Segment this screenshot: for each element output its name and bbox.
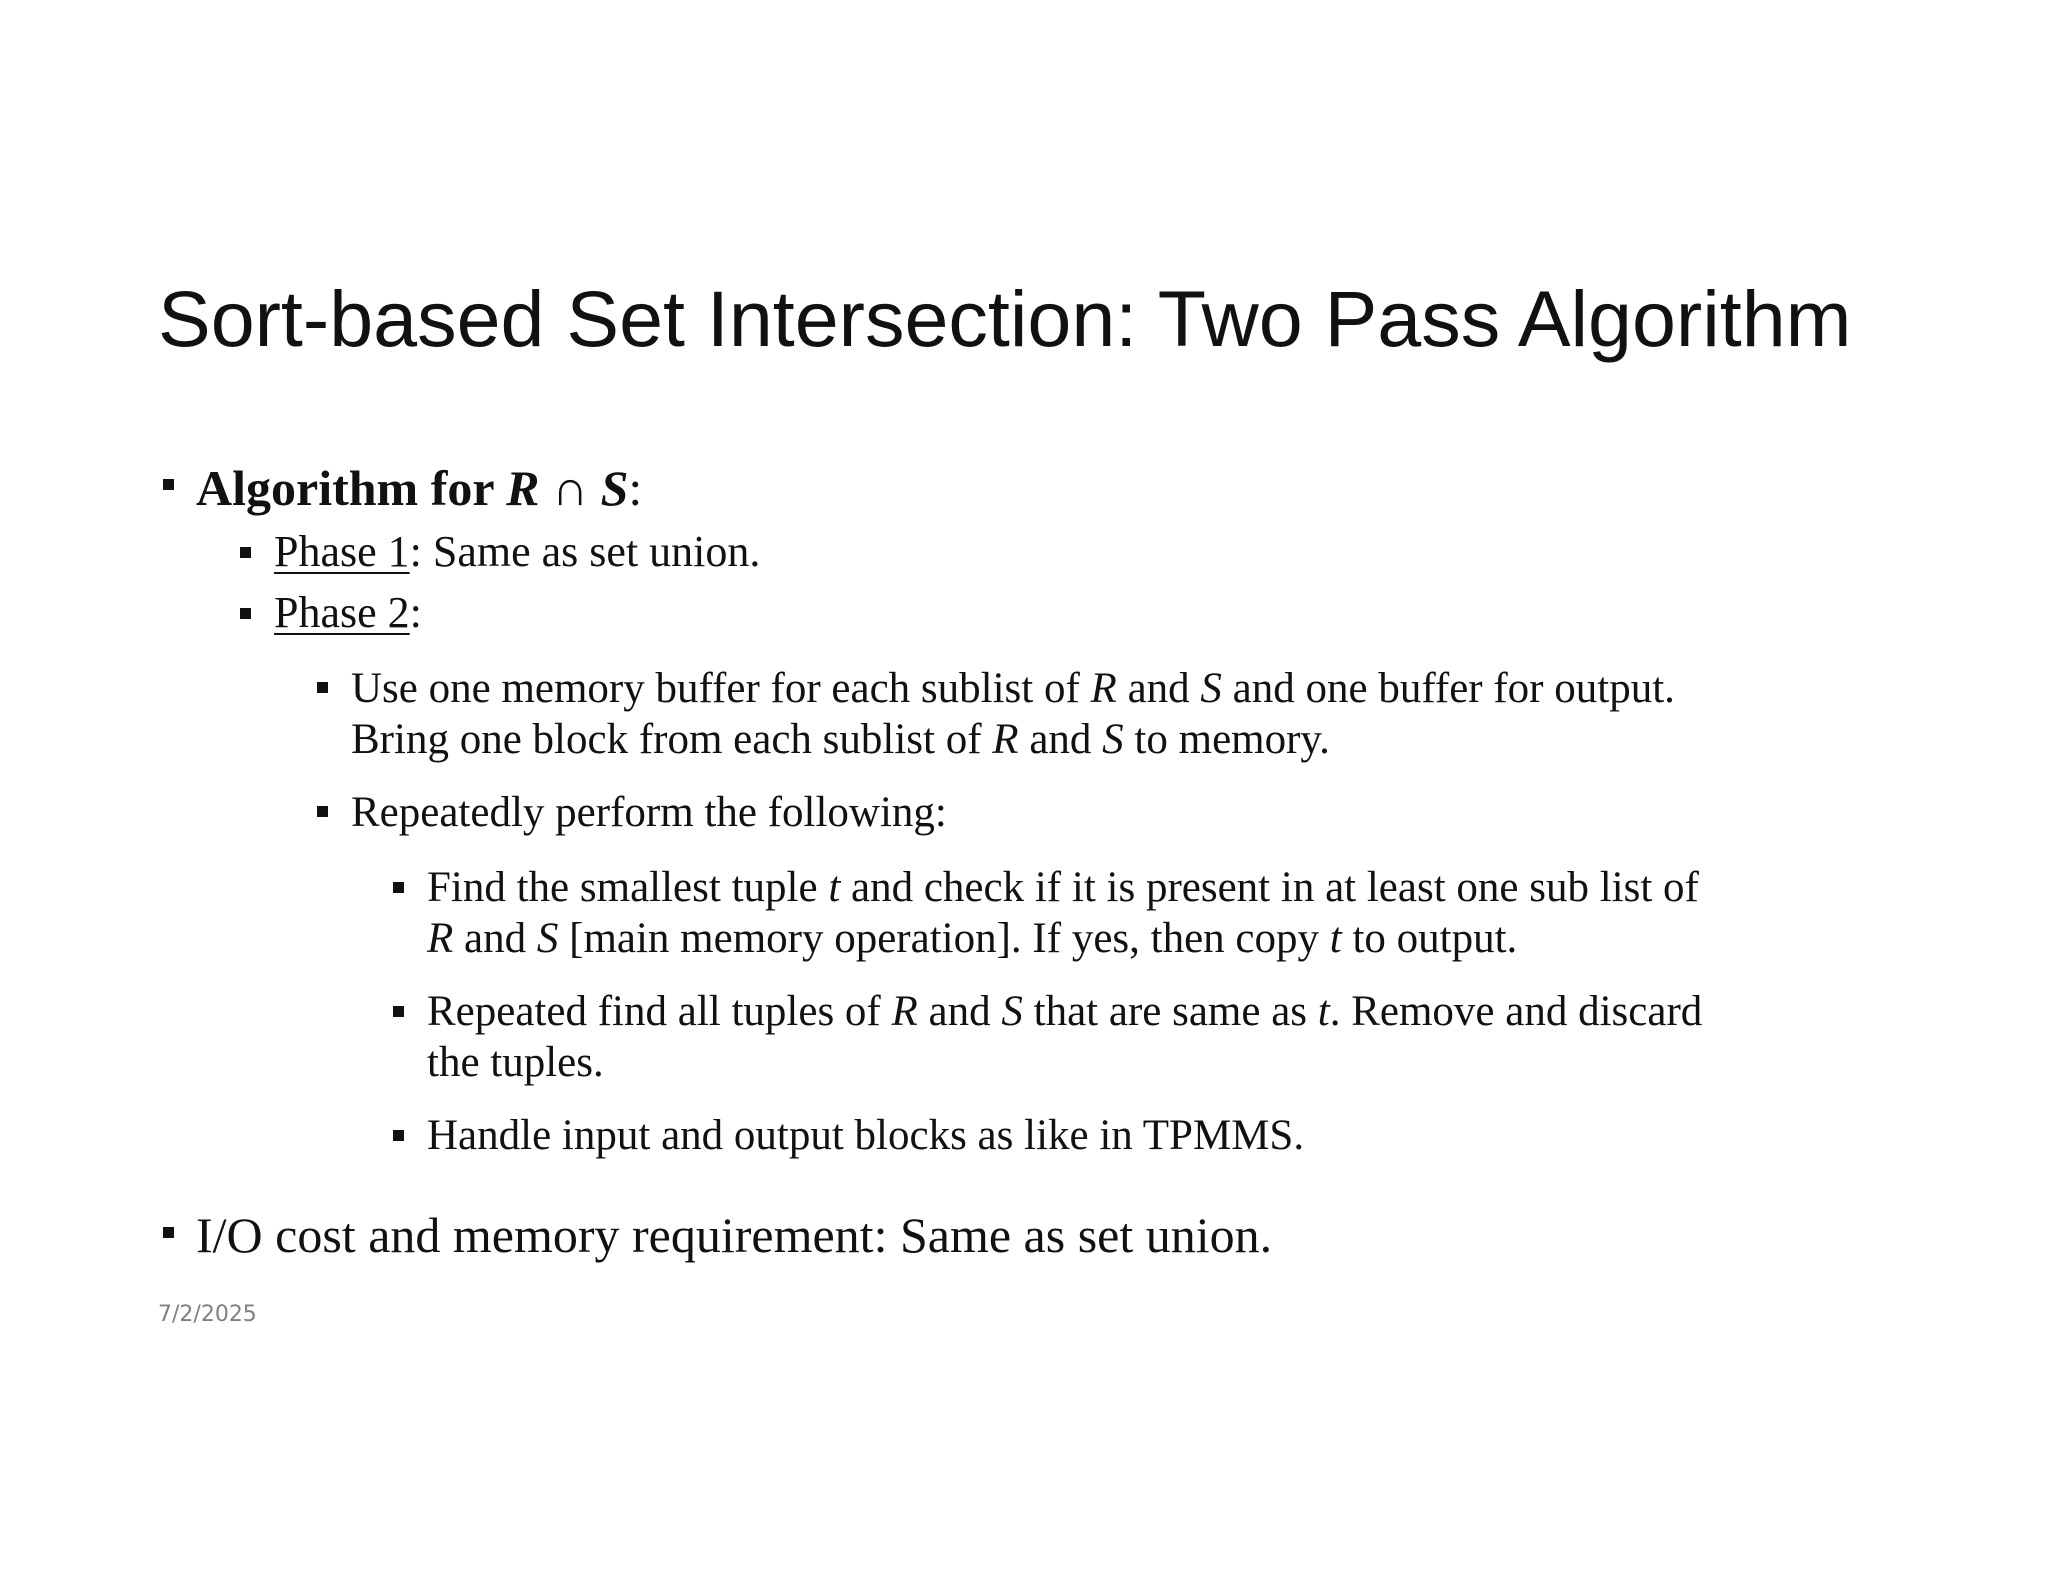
buffer-line-text: and [1018,716,1103,763]
phase-2-bullet [274,588,422,637]
buffer-line-text: Use one memory buffer for each sublist of [351,665,1091,712]
buffer-line-text: and [1116,665,1201,712]
tuple-t: t [828,864,841,911]
remove-line-text: that are same as [1022,988,1318,1035]
relation-s: S [1102,716,1124,763]
find-step-line-1 [427,862,1699,913]
algorithm-heading-label: Algorithm for [196,460,507,516]
repeat-step: Repeatedly perform the following: [351,789,947,836]
bullet-square-icon [163,479,174,490]
relation-s: S [600,460,629,516]
slide-date: 7/2/2025 [158,1302,257,1327]
buffer-line-text: to memory. [1123,716,1330,763]
remove-line-text: and [917,988,1002,1035]
find-smallest-step [427,862,1699,964]
algorithm-heading [196,460,643,516]
remove-duplicates-step [427,986,1702,1088]
bullet-square-icon [240,608,251,619]
find-line-text: and check if it is present in at least one sub list of [840,864,1699,911]
intersection-symbol: ∩ [539,460,601,516]
relation-s: S [1200,665,1222,712]
bullet-square-icon [393,1006,404,1017]
bullet-square-icon [317,806,328,817]
io-cost-bullet: I/O cost and memory requirement: Same as set union. [196,1207,1273,1263]
bullet-square-icon [240,547,251,558]
bullet-square-icon [393,882,404,893]
relation-s: S [1001,988,1023,1035]
find-line-text: Find the smallest tuple [427,864,829,911]
tuple-t: t [1329,915,1342,962]
phase-2-label: Phase 2 [274,588,410,637]
phase-1-label: Phase 1 [274,527,410,576]
heading-colon: : [628,460,643,516]
relation-r: R [891,988,918,1035]
remove-line-text: . Remove and discard [1329,988,1703,1035]
buffer-step-line-1 [351,663,1675,714]
slide-title: Sort-based Set Intersection: Two Pass Algorithm [158,274,1852,363]
phase-1-bullet [274,527,761,576]
buffer-step-line-2 [351,714,1675,765]
buffer-step [351,663,1675,765]
phase-1-text: : Same as set union. [409,527,761,576]
relation-r: R [992,716,1019,763]
bullet-square-icon [317,682,328,693]
buffer-line-text: and one buffer for output. [1221,665,1675,712]
relation-r: R [1090,665,1117,712]
find-line-text: and [453,915,537,962]
relation-r: R [427,915,454,962]
buffer-line-text: Bring one block from each sublist of [351,716,993,763]
phase-2-colon: : [409,588,422,637]
handle-blocks-step: Handle input and output blocks as like in TPMMS. [427,1112,1305,1159]
relation-s: S [536,915,559,962]
bullet-square-icon [163,1227,174,1238]
bullet-square-icon [393,1130,404,1141]
find-line-text: [main memory operation]. If yes, then copy [558,915,1330,962]
remove-step-line-2: the tuples. [427,1039,604,1086]
relation-r: R [506,460,540,516]
find-line-text: to output. [1341,915,1518,962]
remove-line-text: Repeated find all tuples of [427,988,892,1035]
tuple-t: t [1317,988,1330,1035]
find-step-line-2 [427,913,1699,964]
remove-step-line-1 [427,986,1702,1037]
